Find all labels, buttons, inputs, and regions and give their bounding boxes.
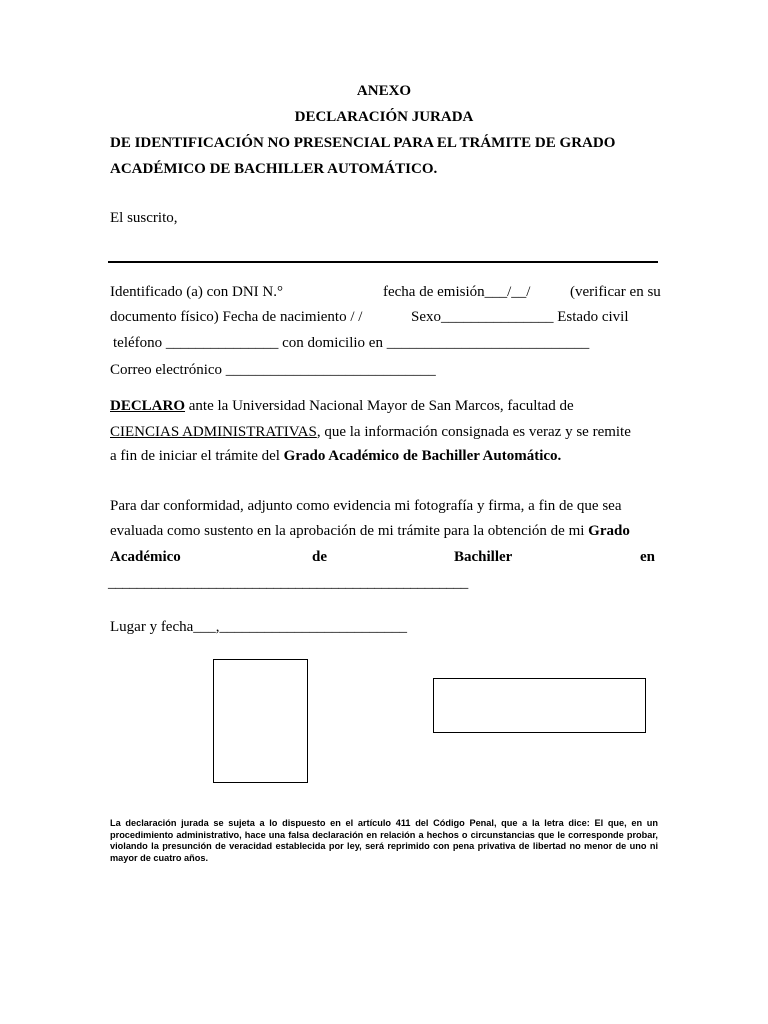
word-bachiller: Bachiller <box>454 549 513 565</box>
faculty-name: CIENCIAS ADMINISTRATIVAS <box>110 424 317 440</box>
subtitle-line2: ACADÉMICO DE BACHILLER AUTOMÁTICO. <box>110 161 438 177</box>
declaro-line1: DECLARO ante la Universidad Nacional Mayor de San Marcos, facultad de <box>110 398 574 414</box>
conformidad-line1: Para dar conformidad, adjunto como evidencia mi fotografía y firma, a fin de que sea <box>110 498 622 514</box>
lugar-fecha: Lugar y fecha___,_________________________ <box>110 619 408 635</box>
word-academico: Académico <box>110 549 181 565</box>
conformidad-line2: evaluada como sustento en la aprobación de mi trámite para la obtención de mi Grado <box>110 523 630 539</box>
anexo-heading: ANEXO <box>356 83 412 99</box>
fecha-emision-label: fecha de emisión___/__/ <box>383 284 531 300</box>
fecha-nacimiento-label: documento físico) Fecha de nacimiento / / <box>110 309 363 325</box>
declaro-line3: a fin de iniciar el trámite del Grado Académico de Bachiller Automático. <box>110 448 562 464</box>
correo-label: Correo electrónico ____________________________ <box>110 362 436 378</box>
photo-box <box>213 659 308 783</box>
declaro-line2: CIENCIAS ADMINISTRATIVAS, que la información consignada es veraz y se remite <box>110 424 631 440</box>
declaro-keyword: DECLARO <box>110 398 186 414</box>
sexo-estado-label: Sexo_______________ Estado civil <box>411 309 629 325</box>
career-blank: __________________________________________________ <box>108 575 469 591</box>
declaracion-heading: DECLARACIÓN JURADA <box>294 109 474 125</box>
suscrito-label: El suscrito, <box>110 210 178 226</box>
dni-label: Identificado (a) con DNI N.° <box>110 284 284 300</box>
subtitle-line1: DE IDENTIFICACIÓN NO PRESENCIAL PARA EL TRÁMITE DE GRADO <box>110 135 616 151</box>
legal-note: La declaración jurada se sujeta a lo dispuesto en el artículo 411 del Código Penal, que a la letra dice: El que, en un procedimiento administrativo, hace una falsa declaración en relación a hechos o circunstancias que le corresponde probar, violando la presunción de veracidad establecida por ley, será reprimido con pena privativa de libertad no menor de uno ni mayor de cuatro años. <box>110 818 658 863</box>
verificar-label: (verificar en su <box>570 284 661 300</box>
telefono-domicilio-label: teléfono _______________ con domicilio en ___________________________ <box>113 335 590 351</box>
signature-box <box>433 678 646 733</box>
name-line <box>108 261 658 263</box>
word-de: de <box>312 549 327 565</box>
word-en: en <box>640 549 655 565</box>
